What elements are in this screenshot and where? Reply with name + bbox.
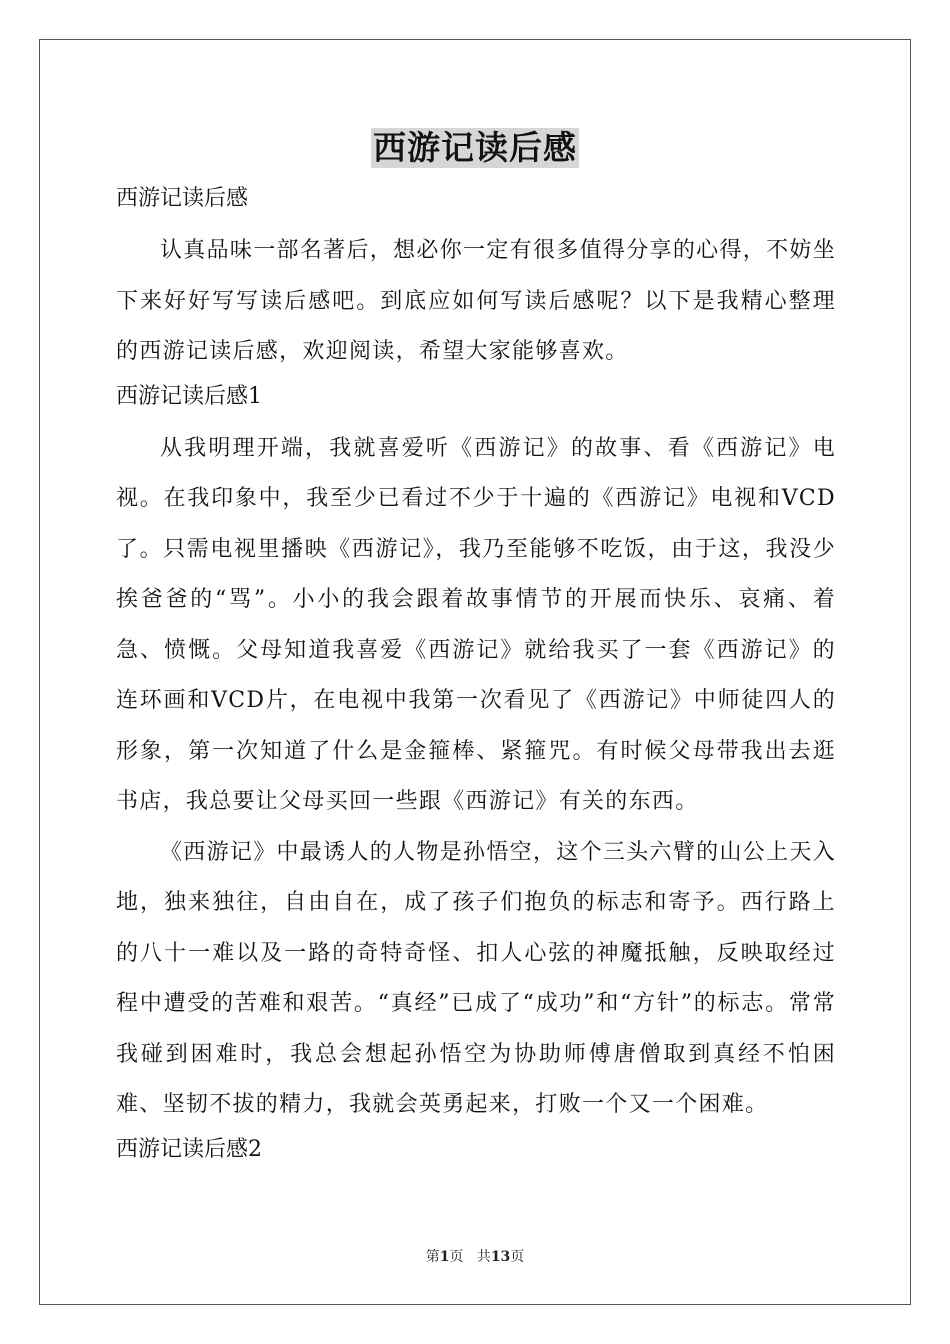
page-prefix: 第 — [425, 1249, 440, 1265]
total-prefix: 共 — [476, 1249, 491, 1265]
page-suffix: 页 — [449, 1249, 464, 1265]
section-heading: 西游记读后感2 — [116, 1136, 262, 1162]
page-footer — [0, 1246, 950, 1266]
document-subtitle: 西游记读后感 — [116, 186, 249, 211]
section-heading: 西游记读后感1 — [116, 383, 262, 409]
body-paragraph: 《西游记》中最诱人的人物是孙悟空，这个三头六臂的山公上天入地，独来独往，自由自在，成了孩子们抱负的标志和寄予。西行路上的八十一难以及一路的奇特奇怪、扣人心弦的神魔抵触，反映取经过程中遭受的苦难和艰苦。“真经”已成了“成功”和“方针”的标志。常常我碰到困难时，我总会想起孙悟空为协助师傅唐僧取到真经不怕困难、坚韧不拔的精力，我就会英勇起来，打败一个又一个困难。 — [116, 839, 836, 1117]
title-container — [0, 128, 950, 168]
body-paragraph: 从我明理开端，我就喜爱听《西游记》的故事、看《西游记》电视。在我印象中，我至少已看过不少于十遍的《西游记》电视和VCD了。只需电视里播映《西游记》，我乃至能够不吃饭，由于这，我没少挨爸爸的“骂”。小小的我会跟着故事情节的开展而快乐、哀痛、着急、愤慨。父母知道我喜爱《西游记》就给我买了一套《西游记》的连环画和VCD片，在电视中我第一次看见了《西游记》中师徒四人的形象，第一次知道了什么是金箍棒、紧箍咒。有时候父母带我出去逛书店，我总要让父母买回一些跟《西游记》有关的东西。 — [116, 435, 836, 814]
page-number: 1 — [439, 1249, 450, 1265]
document-title: 西游记读后感 — [373, 128, 577, 167]
intro-paragraph: 认真品味一部名著后，想必你一定有很多值得分享的心得，不妨坐下来好好写写读后感吧。到底应如何写读后感呢？以下是我精心整理的西游记读后感，欢迎阅读，希望大家能够喜欢。 — [116, 238, 836, 364]
document-body — [116, 180, 836, 1169]
total-pages: 13 — [490, 1249, 511, 1265]
total-suffix: 页 — [510, 1249, 525, 1265]
